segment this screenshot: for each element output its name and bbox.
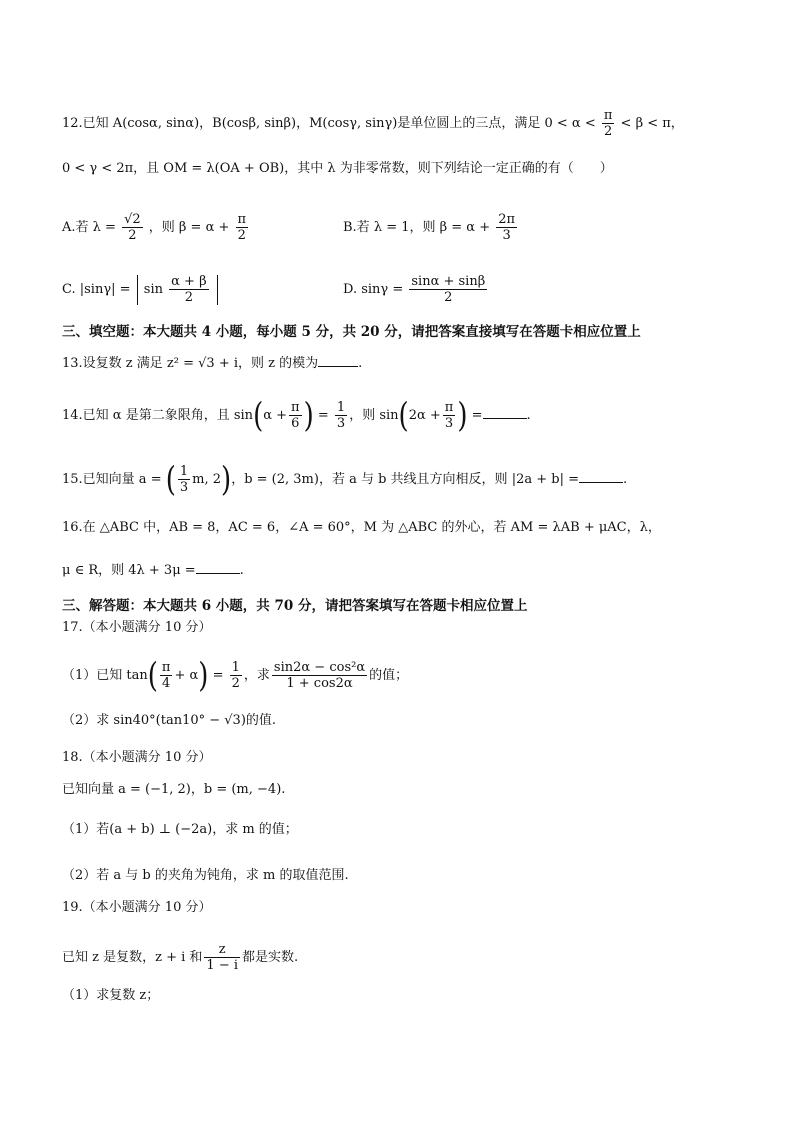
- q19-frac: [204, 942, 240, 973]
- q18-title: 18.（本小题满分 10 分）: [62, 750, 212, 765]
- option-a-frac2: [236, 212, 249, 243]
- q12-option-d: [343, 274, 489, 305]
- option-a-frac1-den: 2: [128, 228, 137, 243]
- q17-p1-big-den: 1 + cos2α: [286, 676, 353, 691]
- option-a-frac2-den: 2: [237, 228, 246, 243]
- q19-stem-suffix: 都是实数.: [242, 950, 299, 965]
- q18-part1: （1）若(a + b) ⊥ (−2a)，求 m 的值；: [62, 822, 298, 837]
- q12-option-a: [62, 212, 250, 243]
- q15-end: .: [622, 472, 628, 487]
- q17-title: 17.（本小题满分 10 分）: [62, 620, 212, 635]
- abs-bar-left: [137, 275, 138, 305]
- q17-p1-big-num: sin2α − cos²α: [273, 660, 366, 675]
- q16-end: .: [239, 563, 244, 578]
- q15-frac-num: 1: [179, 464, 189, 479]
- q16-answer-blank[interactable]: [196, 561, 240, 574]
- q17-part1: [62, 656, 409, 695]
- q15-frac-den: 3: [179, 480, 189, 495]
- q12-frac-den: 2: [603, 124, 613, 139]
- q12-fraction: [602, 108, 615, 139]
- paren-left: (: [253, 396, 264, 435]
- q17-p1-value-den: 2: [231, 676, 240, 691]
- paren-right: ): [303, 396, 314, 435]
- q14-value-den: 3: [336, 416, 346, 431]
- q12-frac-num: π: [603, 108, 613, 123]
- paren-left: (: [398, 396, 409, 435]
- q14-end: .: [526, 408, 531, 423]
- q16-line2-text: μ ∈ R，则 4λ + 3μ =: [62, 563, 196, 578]
- q12-option-b: [343, 212, 519, 243]
- q15-answer-blank[interactable]: [579, 470, 623, 483]
- q14-frac2-num: π: [444, 400, 454, 415]
- q12-text-a: 12.已知 A(cosα, sinα)，B(cosβ, sinβ)，M(cosγ, sinγ)是单位圆上的三点，满足 0 < α <: [62, 116, 596, 131]
- option-b-prefix: B.若 λ = 1，则 β = α +: [343, 220, 491, 235]
- q15-vector-a-tail: m, 2: [192, 472, 222, 487]
- option-b-frac-num: 2π: [498, 212, 516, 227]
- option-d-frac-den: 2: [444, 290, 453, 305]
- paren-right: ): [198, 656, 209, 695]
- option-a-frac2-num: π: [237, 212, 247, 227]
- q13-text: 13.设复数 z 满足 z² = √3 + i，则 z 的模为: [62, 356, 319, 371]
- q14-answer-blank[interactable]: [483, 406, 527, 419]
- q15: [62, 460, 628, 499]
- q14-frac1-den: 6: [291, 416, 300, 431]
- q14-prefix: 14.已知 α 是第二象限角，且 sin: [62, 408, 254, 423]
- q14-value-num: 1: [336, 400, 346, 415]
- abs-bar-right: [217, 275, 218, 305]
- q17-p1-value-num: 1: [231, 660, 240, 675]
- option-a-frac1: [122, 212, 143, 243]
- q17-p1-inner: + α: [174, 668, 199, 683]
- q19-part1: （1）求复数 z；: [62, 988, 160, 1003]
- q12-line1: [62, 108, 684, 139]
- paren-left: (: [147, 656, 158, 695]
- q16-line2: [62, 561, 244, 581]
- option-c-frac: [169, 274, 208, 305]
- q13: [62, 354, 362, 374]
- option-b-frac-den: 3: [502, 228, 511, 243]
- q14-frac1: [289, 400, 302, 431]
- q14: [62, 396, 531, 435]
- q17-p1-end: 的值；: [369, 668, 409, 683]
- paren-right: ): [221, 460, 232, 499]
- option-a-prefix: A.若 λ =: [62, 220, 116, 235]
- q13-end: .: [358, 356, 363, 371]
- q18-stem: 已知向量 a = (−1, 2)，b = (m, −4).: [62, 782, 286, 797]
- q17-part2: （2）求 sin40°(tan10° − √3)的值.: [62, 713, 277, 728]
- q18-part2: （2）若 a 与 b 的夹角为钝角，求 m 的取值范围.: [62, 868, 349, 883]
- q17-p1-equals: =: [212, 668, 224, 683]
- q17-p1-frac-num: π: [161, 660, 171, 675]
- section-heading-solve: 三、解答题：本大题共 6 小题，共 70 分，请把答案填写在答题卡相应位置上: [62, 598, 528, 614]
- option-b-frac: [496, 212, 517, 243]
- q14-mid: ，则 sin: [349, 408, 399, 423]
- q17-p1-prefix: （1）已知 tan: [62, 668, 148, 683]
- paren-right: ): [457, 396, 468, 435]
- q17-p1-frac: [160, 660, 173, 691]
- paren-left: (: [165, 460, 176, 499]
- q14-frac2: [443, 400, 456, 431]
- option-d-prefix: D. sinγ =: [343, 282, 404, 297]
- q14-frac1-num: π: [291, 400, 300, 415]
- option-a-mid: ，则 β = α +: [148, 220, 230, 235]
- q14-inner2: 2α +: [408, 408, 441, 423]
- q17-p1-value: [230, 660, 242, 691]
- q17-p1-frac-den: 4: [162, 676, 171, 691]
- option-c-frac-num: α + β: [171, 274, 207, 289]
- q14-post: =: [471, 408, 483, 423]
- q14-inner1: α +: [263, 408, 288, 423]
- q16-line1: 16.在 △ABC 中，AB = 8，AC = 6，∠A = 60°，M 为 △ABC 的外心，若 AM = λAB + μAC，λ，: [62, 520, 661, 535]
- q12-option-c: [62, 274, 220, 305]
- q15-rest: ，b = (2, 3m)，若 a 与 b 共线且方向相反，则 |2a + b| =: [231, 472, 579, 487]
- option-c-frac-den: 2: [184, 290, 193, 305]
- q17-p1-mid: ，求: [243, 668, 270, 683]
- q14-equals: =: [317, 408, 329, 423]
- q14-value: [335, 400, 347, 431]
- q19-title: 19.（本小题满分 10 分）: [62, 900, 212, 915]
- q12-text-b: < β < π，: [620, 116, 684, 131]
- q15-prefix: 15.已知向量 a =: [62, 472, 162, 487]
- option-c-prefix: C. |sinγ| =: [62, 282, 131, 297]
- option-c-sin: sin: [143, 282, 163, 297]
- q17-p1-big-frac: [272, 660, 367, 691]
- option-a-frac1-num: √2: [124, 212, 141, 227]
- q19-frac-den: 1 − i: [206, 958, 239, 973]
- q19-stem: [62, 942, 298, 973]
- q19-stem-prefix: 已知 z 是复数，z + i 和: [62, 950, 203, 965]
- q19-frac-num: z: [204, 942, 240, 958]
- q12-line2: 0 < γ < 2π，且 OM = λ(OA + OB)，其中 λ 为非零常数，则下列结论一定正确的有（ ）: [62, 161, 613, 176]
- section-heading-fill: 三、填空题：本大题共 4 小题，每小题 5 分，共 20 分，请把答案直接填写在答题卡相应位置上: [62, 324, 641, 340]
- q15-frac: [178, 464, 190, 495]
- option-d-frac: [409, 274, 487, 305]
- q14-frac2-den: 3: [444, 416, 454, 431]
- q13-answer-blank[interactable]: [318, 354, 358, 367]
- option-d-frac-num: sinα + sinβ: [411, 274, 486, 289]
